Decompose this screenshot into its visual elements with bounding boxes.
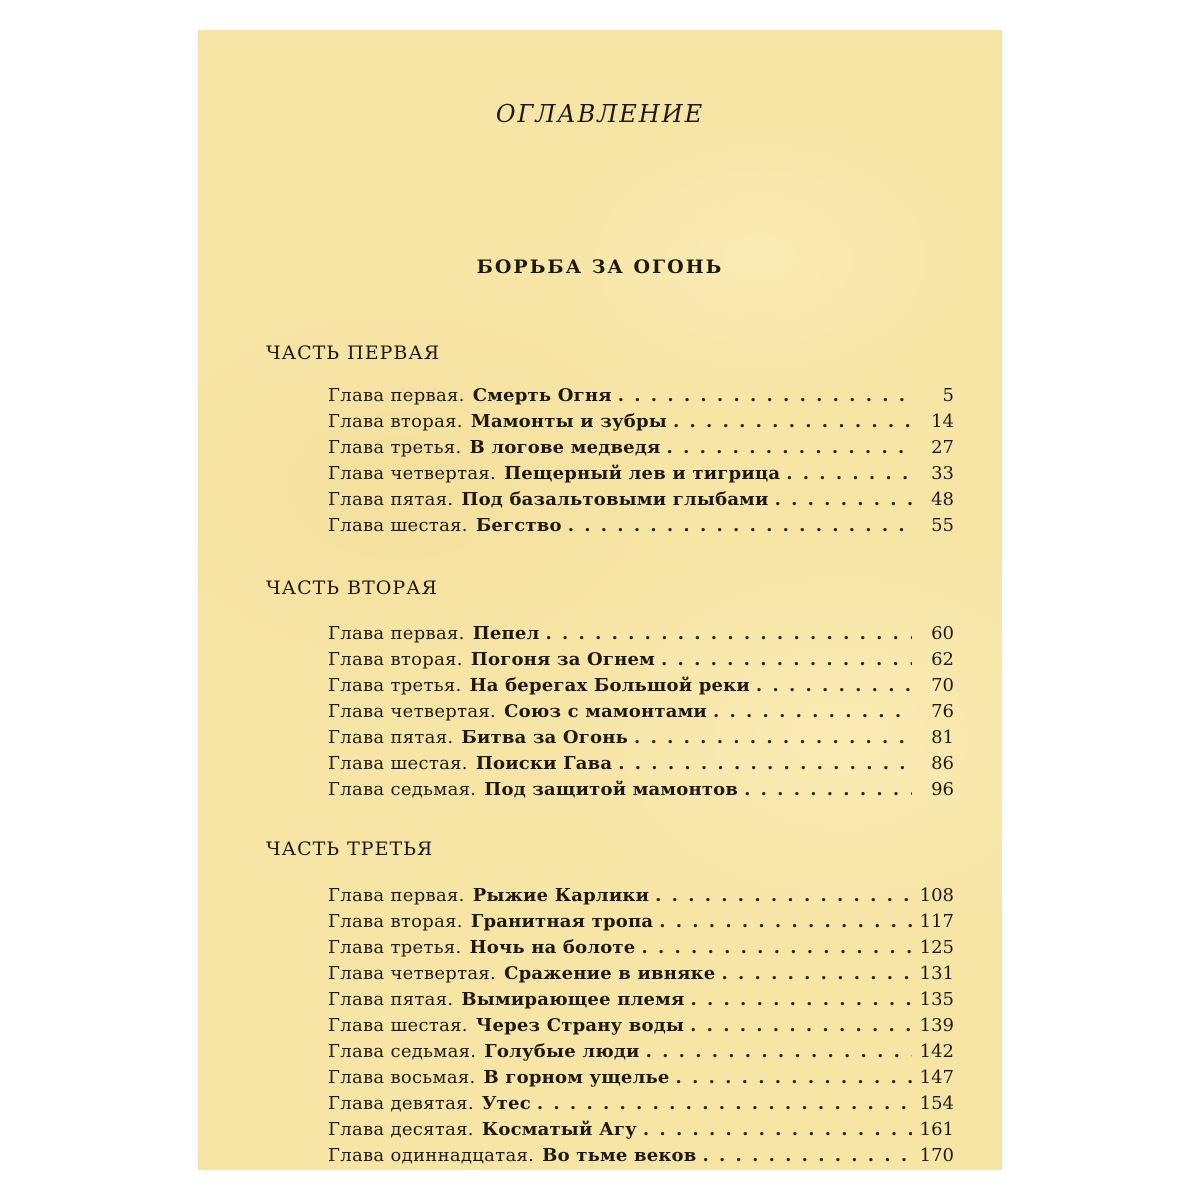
chapter-label: Глава пятая. (328, 489, 454, 510)
chapter-page-number: 142 (919, 1041, 954, 1062)
chapter-page-number: 60 (931, 623, 954, 644)
chapter-name: Во тьме веков (542, 1145, 697, 1166)
toc-entry (328, 487, 954, 513)
toc-entry (328, 461, 954, 487)
chapter-label: Глава вторая. (328, 911, 463, 932)
dot-leader (744, 777, 912, 803)
dot-leader (659, 909, 912, 935)
chapter-name: Пепел (472, 623, 540, 644)
chapter-page-number: 125 (919, 937, 954, 958)
toc-entry (328, 751, 954, 777)
toc-entry (328, 1143, 954, 1169)
book-title: БОРЬБА ЗА ОГОНЬ (476, 256, 724, 278)
part-2-chapters (328, 621, 954, 803)
chapter-label: Глава девятая. (328, 1093, 474, 1114)
chapter-label: Глава одиннадцатая. (328, 1145, 535, 1166)
dot-leader (676, 1065, 912, 1091)
chapter-name: Смерть Огня (472, 385, 612, 406)
chapter-name: Мамонты и зубры (470, 411, 667, 432)
chapter-name: Косматый Агу (481, 1119, 637, 1140)
chapter-name: Вымирающее племя (461, 989, 685, 1010)
dot-leader (690, 1013, 912, 1039)
dot-leader (702, 1143, 912, 1169)
dot-leader (545, 621, 912, 647)
chapter-label: Глава пятая. (328, 727, 454, 748)
chapter-label: Глава седьмая. (328, 1041, 477, 1062)
toc-entry (328, 621, 954, 647)
toc-entry (328, 935, 954, 961)
dot-leader (618, 383, 912, 409)
dot-leader (775, 487, 912, 513)
chapter-label: Глава восьмая. (328, 1067, 476, 1088)
toc-entry (328, 513, 954, 539)
chapter-label: Глава четвертая. (328, 463, 497, 484)
chapter-label: Глава третья. (328, 675, 462, 696)
chapter-page-number: 131 (919, 963, 954, 984)
dot-leader (786, 461, 912, 487)
chapter-page-number: 76 (931, 701, 954, 722)
chapter-name: Союз с мамонтами (504, 701, 707, 722)
toc-entry (328, 883, 954, 909)
toc-entry (328, 1013, 954, 1039)
dot-leader (690, 987, 912, 1013)
chapter-label: Глава шестая. (328, 515, 468, 536)
chapter-label: Глава вторая. (328, 411, 463, 432)
chapter-name: Сражение в ивняке (504, 963, 716, 984)
toc-entry (328, 1039, 954, 1065)
chapter-label: Глава третья. (328, 437, 462, 458)
chapter-page-number: 161 (919, 1119, 954, 1140)
chapter-page-number: 154 (919, 1093, 954, 1114)
toc-entry (328, 777, 954, 803)
chapter-label: Глава четвертая. (328, 701, 497, 722)
chapter-page-number: 170 (919, 1145, 954, 1166)
chapter-page-number: 147 (919, 1067, 954, 1088)
chapter-name: Голубые люди (484, 1041, 640, 1062)
chapter-label: Глава седьмая. (328, 779, 477, 800)
toc-entry (328, 909, 954, 935)
chapter-label: Глава первая. (328, 385, 465, 406)
chapter-label: Глава вторая. (328, 649, 463, 670)
chapter-page-number: 86 (931, 753, 954, 774)
chapter-name: На берегах Большой реки (469, 675, 750, 696)
dot-leader (641, 935, 912, 961)
book-page (198, 30, 1002, 1170)
dot-leader (673, 409, 912, 435)
chapter-page-number: 139 (919, 1015, 954, 1036)
chapter-page-number: 70 (931, 675, 954, 696)
chapter-page-number: 33 (931, 463, 954, 484)
toc-entry (328, 1117, 954, 1143)
part-1-chapters (328, 383, 954, 539)
chapter-page-number: 48 (931, 489, 954, 510)
chapter-label: Глава шестая. (328, 753, 468, 774)
part-title: ЧАСТЬ ВТОРАЯ (266, 577, 438, 599)
chapter-page-number: 5 (942, 385, 954, 406)
toc-entry (328, 987, 954, 1013)
page-heading: ОГЛАВЛЕНИЕ (495, 100, 705, 128)
chapter-name: Утес (481, 1093, 531, 1114)
chapter-name: Ночь на болоте (469, 937, 636, 958)
chapter-label: Глава четвертая. (328, 963, 497, 984)
dot-leader (655, 883, 912, 909)
toc-entry (328, 961, 954, 987)
chapter-page-number: 14 (931, 411, 954, 432)
chapter-label: Глава первая. (328, 885, 465, 906)
chapter-page-number: 108 (919, 885, 954, 906)
dot-leader (618, 751, 912, 777)
dot-leader (643, 1117, 912, 1143)
part-title: ЧАСТЬ ТРЕТЬЯ (266, 838, 434, 860)
part-1 (266, 340, 966, 366)
chapter-name: Под защитой мамонтов (484, 779, 739, 800)
chapter-name: Пещерный лев и тигрица (504, 463, 781, 484)
dot-leader (756, 673, 912, 699)
toc-entry (328, 435, 954, 461)
part-2 (266, 575, 966, 601)
dot-leader (721, 961, 912, 987)
chapter-page-number: 62 (931, 649, 954, 670)
toc-entry (328, 673, 954, 699)
chapter-page-number: 135 (919, 989, 954, 1010)
chapter-label: Глава пятая. (328, 989, 454, 1010)
chapter-page-number: 55 (931, 515, 954, 536)
dot-leader (667, 435, 912, 461)
toc-entry (328, 647, 954, 673)
chapter-label: Глава десятая. (328, 1119, 474, 1140)
chapter-name: Под базальтовыми глыбами (461, 489, 769, 510)
chapter-name: В горном ущелье (483, 1067, 670, 1088)
chapter-label: Глава третья. (328, 937, 462, 958)
chapter-label: Глава первая. (328, 623, 465, 644)
part-title: ЧАСТЬ ПЕРВАЯ (266, 342, 441, 364)
chapter-page-number: 96 (931, 779, 954, 800)
chapter-name: Гранитная тропа (470, 911, 654, 932)
chapter-name: Рыжие Карлики (472, 885, 650, 906)
dot-leader (537, 1091, 912, 1117)
chapter-name: В логове медведя (469, 437, 661, 458)
toc-entry (328, 725, 954, 751)
chapter-page-number: 27 (931, 437, 954, 458)
chapter-name: Битва за Огонь (461, 727, 629, 748)
toc-entry (328, 383, 954, 409)
chapter-name: Через Страну воды (475, 1015, 685, 1036)
chapter-name: Погоня за Огнем (470, 649, 656, 670)
toc-entry (328, 699, 954, 725)
dot-leader (661, 647, 912, 673)
dot-leader (568, 513, 912, 539)
part-3-chapters (328, 883, 954, 1169)
dot-leader (713, 699, 912, 725)
chapter-name: Бегство (475, 515, 562, 536)
part-3 (266, 836, 966, 862)
chapter-page-number: 117 (919, 911, 954, 932)
dot-leader (646, 1039, 912, 1065)
chapter-label: Глава шестая. (328, 1015, 468, 1036)
toc-entry (328, 1065, 954, 1091)
chapter-name: Поиски Гава (475, 753, 613, 774)
chapter-page-number: 81 (931, 727, 954, 748)
dot-leader (634, 725, 912, 751)
toc-entry (328, 409, 954, 435)
toc-entry (328, 1091, 954, 1117)
